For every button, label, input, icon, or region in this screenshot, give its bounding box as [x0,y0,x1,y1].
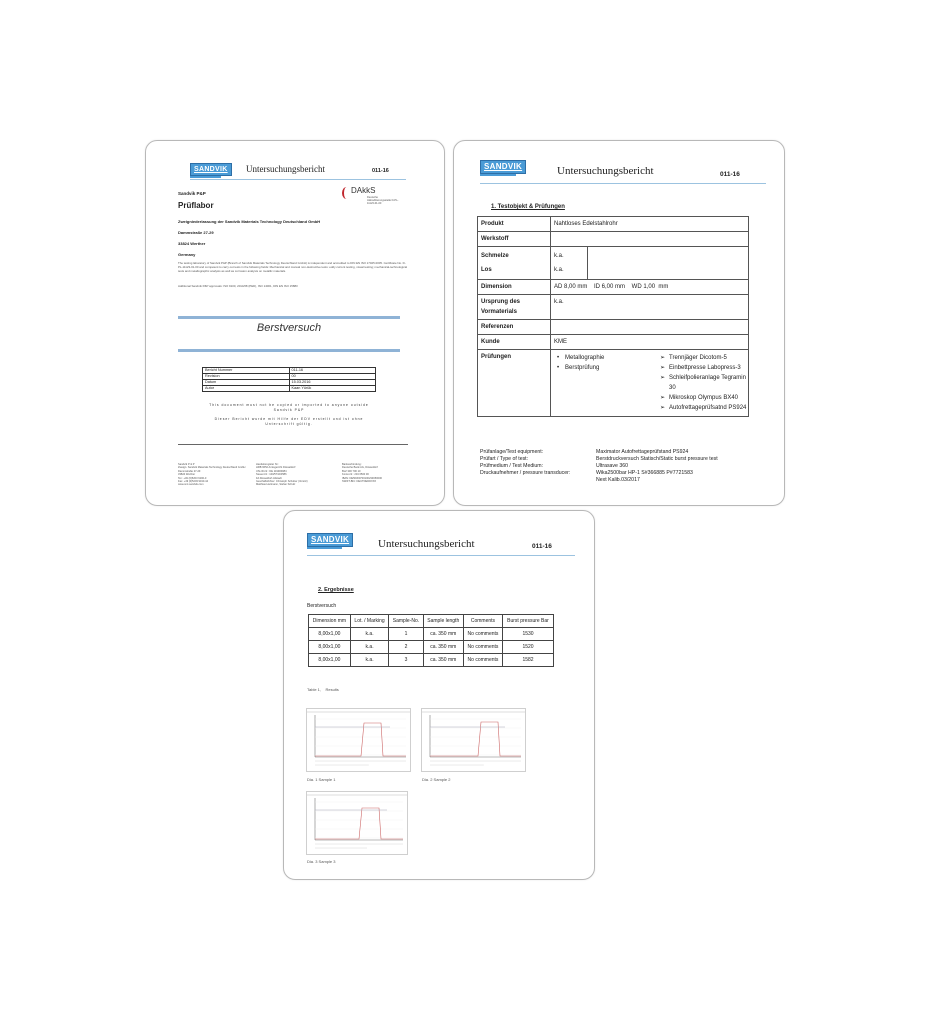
bullet-icon: • [557,355,560,361]
los-value: k.a. [554,267,564,273]
company-name: Sandvik P&P [178,191,206,196]
info-row [203,386,376,392]
results-cell: 1582 [503,654,554,667]
detail-value: Wika2500bar HP-1 S#366885 P#7721583 [596,470,693,476]
footer-line: Handelsregister Nr.: [256,463,279,466]
logo-underline [307,547,342,549]
info-value: 00 [289,374,376,380]
footer-line: Tel.: +49 (0)5203 9190-0 [178,476,207,480]
results-header-cell: Comments [463,615,502,628]
tests-list [551,350,657,416]
accreditation-paragraph: The testing laboratory of Sandvik P&P (Branch of Sandvik Materials Technology Deutschland GmbH) is independent and accredited to DIN EN ISO 17025:2005. Certificate No. D-PL-11123-01-00 and competent to carry out tests in the following fields: Mechanical and manual non-destructive tests: eddy current testing, visual testing; mechanical-technological tests and metallographic analysis as well as corrosion analysis on metallic materials. [178,261,408,273]
detail-row [480,463,770,470]
equipment-item [660,353,748,363]
results-cell: 8,00x1,00 [309,641,351,654]
werkstoff-value [551,232,749,247]
detail-label: Prüfart / Type of test: [480,456,529,462]
detail-row [480,477,770,484]
footer-rule [178,444,408,445]
arrow-bullet-icon: ➢ [660,365,666,371]
werkstoff-label: Werkstoff [478,232,551,247]
report-page-cover [145,140,445,506]
sandvik-logo: SANDVIK [190,163,232,176]
dakks-subtitle: Deutsche Akkreditierungsstelle D-PL-11123-01-00 [367,196,399,206]
footer-line: Fax: +49 (0)5203 9190-44 [178,480,209,484]
sandvik-logo: SANDVIK [480,160,526,174]
results-header-cell: Lot. / Marking [350,615,389,628]
report-info-table [202,367,376,392]
header-title: Untersuchungsbericht [557,165,654,177]
pressure-curve [315,808,403,839]
header-title: Untersuchungsbericht [246,164,325,174]
arrow-bullet-icon: ➢ [660,395,666,401]
results-row [309,654,554,667]
detail-label: Prüfmedium / Test Medium: [480,463,544,469]
schmelze-los-label [478,247,551,280]
info-value: 15.03.2016 [289,380,376,386]
footer-line: Deutsche Bank AG, Düsseldorf [342,466,378,470]
test-item [557,353,657,363]
equipment-label: Mikroskop Olympus BX40 [669,395,739,401]
chart-caption-1: Dia. 1 Sample 1 [307,777,336,782]
approvals-line: Additional Sandvik P&P approvals: ISO 9100, 2014/68 (PED), ISO 14001, DIN EN ISO 15883 [178,284,298,288]
chart-caption-3: Dia. 3 Sample 3 [307,859,336,864]
info-label: Datum [203,380,290,386]
dakks-logo [342,186,402,208]
info-label: Bericht Nummer [203,368,290,374]
street-line: Dammstraße 27-29 [178,230,214,235]
dimension-label: Dimension [478,280,551,295]
results-cell: ca. 350 mm [423,628,463,641]
detail-label [480,477,596,484]
test-object-table [477,216,749,417]
results-cell: k.a. [350,628,389,641]
arrow-bullet-icon: ➢ [660,405,666,411]
footer-line: USt-ID-Nr.: DE 119484984 [256,469,287,473]
info-label: Autor [203,386,290,392]
equipment-item [660,373,748,393]
results-cell: 8,00x1,00 [309,628,351,641]
report-page-results [283,510,595,880]
footer-line: 33824 Werther [178,473,196,477]
branch-line: Zweigniederlassung der Sandvik Materials Technology Deutschland GmbH [178,219,321,224]
produkt-label: Produkt [478,217,551,232]
equipment-item [660,393,748,403]
logo-underline [190,176,221,178]
detail-value: Maximator Autofrettageprüfstand PS924 [596,449,689,455]
results-cell: No comments [463,641,502,654]
referenzen-label: Referenzen [478,320,551,335]
pruefungen-value [551,350,749,417]
results-row [309,641,554,654]
detail-value: Ultrasave 360 [596,463,629,469]
results-cell: ca. 350 mm [423,641,463,654]
results-cell: 8,00x1,00 [309,654,351,667]
dakks-mark-icon [342,187,351,199]
detail-value: Next Kalib.03/2017 [596,477,640,483]
burst-chart-sample-2 [421,708,526,772]
schmelze-empty-cell [588,247,749,280]
los-label: Los [481,267,492,273]
detail-label: Prüfanlage/Test equipment: [480,449,544,455]
detail-row [480,470,770,477]
section-heading: 2. Ergebnisse [318,587,354,593]
detail-value: Berstdruckversuch Statisch/Static burst pressure test [596,456,718,462]
footer-line: www.smt.sandvik.com [178,483,204,487]
detail-label: Druckaufnehmer / pressure transducer: [480,470,571,476]
info-label: Revision [203,374,290,380]
bullet-icon: • [557,365,560,371]
results-cell: 3 [389,654,423,667]
ursprung-label: Ursprung des Vormaterials [478,295,551,320]
header-report-number: 011-16 [372,168,389,174]
title-band-top [178,316,400,319]
results-table [308,614,554,667]
report-title: Berstversuch [256,322,322,334]
info-value: 011-16 [289,368,376,374]
footer-line: SWIFT-BIC: DEUTDEDDXXX [342,480,377,484]
equipment-label: Einbettpresse Labopress-3 [669,365,741,371]
report-page-test-object [453,140,785,506]
footer-line: IBAN: DE56300700100234650000 [342,476,382,480]
results-cell: No comments [463,628,502,641]
copy-notice-en: This document must not be copied or imported to anyone outside Sandvik P&P [209,403,369,412]
section-heading: 1. Testobjekt & Prüfungen [491,204,565,210]
burst-curve-1 [307,709,410,771]
results-header-cell: Dimension mm [309,615,351,628]
equipment-label: Schleifpolieranlage Tegramin 30 [669,375,746,391]
footer-company-block [178,463,248,487]
results-subtitle: Berstversuch [307,603,337,609]
footer-line: Zweign. Sandvik Materials Technology Deutschland GmbH [178,466,246,470]
equipment-item [660,363,748,373]
results-header-cell: Burst pressure Bar [503,615,554,628]
footer-line: Konto-Nr.: 234 6500 00 [342,473,369,477]
footer-registry-block [256,463,336,487]
footer-line: Matthias Hartmann, Stefan Schulz [256,483,296,487]
schmelze-value: k.a. [554,253,564,259]
burst-curve-3 [307,792,407,854]
footer-line: Steuer-Nr.: 103/5710/0586 [256,473,287,477]
kunde-label: Kunde [478,335,551,350]
equipment-list [657,350,748,416]
results-header-cell: Sample length [423,615,463,628]
results-row [309,628,554,641]
footer-line: BLZ 300 700 10 [342,469,361,473]
results-cell: k.a. [350,654,389,667]
header-rule [480,183,766,184]
results-cell: 1530 [503,628,554,641]
pruefungen-label: Prüfungen [478,350,551,417]
footer-bank-block [342,463,412,483]
arrow-bullet-icon: ➢ [660,375,666,381]
arrow-bullet-icon: ➢ [660,355,666,361]
footer-line: Dammstraße 27-29 [178,469,201,473]
equipment-label: Trennjäger Dicotom-5 [669,355,727,361]
header-title: Untersuchungsbericht [378,538,475,550]
equipment-label: Autofrettageprüfsatnd PS924 [669,405,747,411]
produkt-value: Nahtloses Edelstahlrohr [551,217,749,232]
results-cell: 2 [389,641,423,654]
test-item [557,363,657,373]
equipment-item [660,403,748,413]
schmelze-label: Schmelze [481,253,509,259]
burst-curve-2 [422,709,525,771]
results-cell: 1520 [503,641,554,654]
city-line: 33824 Werther [178,241,206,246]
detail-row [480,456,770,463]
kunde-value: KME [551,335,749,350]
results-header-cell: Sample-No. [389,615,423,628]
header-rule [190,179,406,180]
footer-line: Geschäftsführer: Christoph Schuber (Vorsitz) [256,480,308,484]
results-cell: ca. 350 mm [423,654,463,667]
header-report-number: 011-16 [532,543,552,550]
detail-row [480,449,770,456]
results-cell: No comments [463,654,502,667]
footer-line: FA Düsseldorf-Altstadt [256,476,282,480]
info-value: Kaan Yürük [289,386,376,392]
results-table-caption: Table 1, Results [307,687,339,692]
header-report-number: 011-16 [720,171,740,178]
burst-chart-sample-3 [306,791,408,855]
dimension-value: AD 8,00 mm ID 6,00 mm WD 1,00 mm [551,280,749,295]
schmelze-los-values [551,247,588,280]
chart-caption-2: Dia. 2 Sample 2 [422,777,451,782]
results-cell: k.a. [350,641,389,654]
test-label: Metallographie [565,355,605,361]
ursprung-value: k.a. [551,295,749,320]
burst-chart-sample-1 [306,708,411,772]
copy-notice-de: Dieser Bericht wurde mit Hilfe der EDV erstellt und ist ohne Unterschrift gültig. [214,417,364,426]
test-label: Berstprüfung [565,365,600,371]
lab-name: Prüflabor [178,201,214,210]
sandvik-logo: SANDVIK [307,533,353,547]
results-cell: 1 [389,628,423,641]
footer-line: HRB 6652 Amtsgericht Düsseldorf [256,466,296,470]
logo-underline [480,174,516,176]
country-line: Germany [178,252,196,257]
test-details [480,449,770,484]
dakks-name: DAkkS [351,186,376,195]
referenzen-value [551,320,749,335]
footer-line: Bankverbindung: [342,463,362,466]
footer-line: Sandvik P & P [178,463,195,466]
header-rule [307,555,575,556]
title-band-bottom [178,349,400,352]
